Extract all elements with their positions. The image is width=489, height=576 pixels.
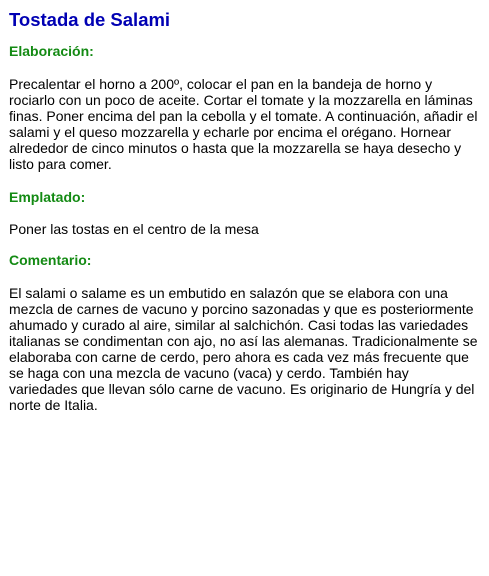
section-heading-comentario: Comentario:	[9, 251, 92, 268]
page-title: Tostada de Salami	[9, 9, 171, 30]
emplatado-text: Poner las tostas en el centro de la mesa	[9, 220, 259, 237]
comentario-text: El salami o salame es un embutido en salazón que se elabora con una mezcla de carnes de vacuno y porcino sazonadas y que es posteriormente ahumado y curado al aire, similar al salchichón. Casi todas las variedades italianas se condimentan con ajo, no así las alemanas. Tradicionalmente se elaboraba con carne de cerdo, pero ahora es cada vez más frecuente que se haga con una mezcla de vacuno (vaca) y cerdo. También hay variedades que llevan sólo carne de vacuno. Es originario de Hungría y del norte de Italia.	[9, 284, 478, 414]
section-heading-emplatado: Emplatado:	[9, 188, 86, 205]
elaboracion-text: Precalentar el horno a 200º, colocar el pan en la bandeja de horno y rociarlo con un poco de aceite. Cortar el tomate y la mozzarella en láminas finas. Poner encima del pan la cebolla y el tomate. A continuación, añadir el salami y el queso mozzarella y echarle por encima el orégano. Hornear alrededor de cinco minutos o hasta que la mozzarella se haya desecho y listo para comer.	[9, 76, 478, 173]
section-heading-elaboracion: Elaboración:	[9, 43, 94, 59]
